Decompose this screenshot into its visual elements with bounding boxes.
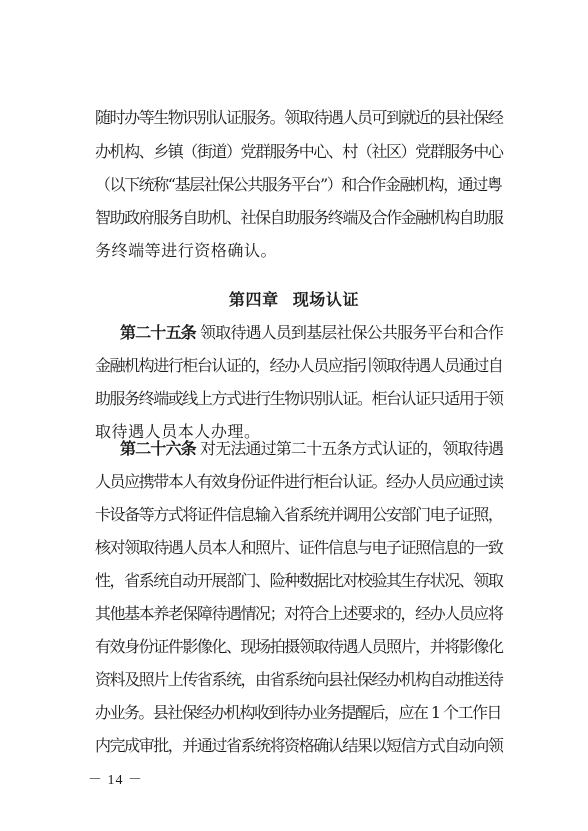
- text-line: 卡设备等方式将证件信息输入省系统并调用公安部门电子证照，: [95, 505, 503, 524]
- chapter-number: 第四章: [228, 290, 279, 309]
- text-line: 办业务。县社保经办机构收到待办业务提醒后，应在 1 个工作日: [95, 703, 501, 722]
- text-line: 务终端等进行资格确认。: [95, 241, 278, 260]
- text-line: 金融机构进行柜台认证的，经办人员应指引领取待遇人员通过自: [95, 356, 503, 375]
- text-line: 办机构、乡镇（街道）党群服务中心、村（社区）党群服务中心: [95, 142, 503, 161]
- text-line: [120, 439, 503, 459]
- text-line: 智助政府服务自助机、社保自助服务终端及合作金融机构自助服: [95, 208, 503, 227]
- text-line: 随时办等生物识别认证服务。领取待遇人员可到就近的县社保经: [95, 108, 503, 127]
- article-label: 第二十六条: [120, 439, 196, 458]
- page-number: － 14 －: [88, 773, 143, 788]
- text-line: 性，省系统自动开展部门、险种数据比对校验其生存状况、领取: [95, 571, 503, 590]
- chapter-title: 现场认证: [292, 290, 360, 309]
- article-text: 对无法通过第二十五条方式认证的，领取待遇: [200, 439, 504, 458]
- text-line: 内完成审批，并通过省系统将资格确认结果以短信方式自动向领: [95, 736, 503, 755]
- text-line: 助服务终端或线上方式进行生物识别认证。柜台认证只适用于领: [95, 389, 503, 408]
- chapter-heading: [0, 290, 588, 310]
- text-line: 有效身份证件影像化、现场拍摄领取待遇人员照片，并将影像化: [95, 637, 503, 656]
- text-line: （以下统称“基层社保公共服务平台”）和合作金融机构，通过粤: [95, 175, 502, 194]
- text-line: 资料及照片上传省系统，由省系统向县社保经办机构自动推送待: [95, 670, 503, 689]
- text-line: 核对领取待遇人员本人和照片、证件信息与电子证照信息的一致: [95, 538, 503, 557]
- text-line: 人员应携带本人有效身份证件进行柜台认证。经办人员应通过读: [95, 472, 503, 491]
- text-line: 其他基本养老保障待遇情况；对符合上述要求的，经办人员应将: [95, 604, 503, 623]
- text-line: [120, 323, 503, 343]
- text-line: 取待遇人员本人办理。: [95, 422, 261, 441]
- article-text: 领取待遇人员到基层社保公共服务平台和合作: [200, 323, 504, 342]
- article-label: 第二十五条: [120, 323, 196, 342]
